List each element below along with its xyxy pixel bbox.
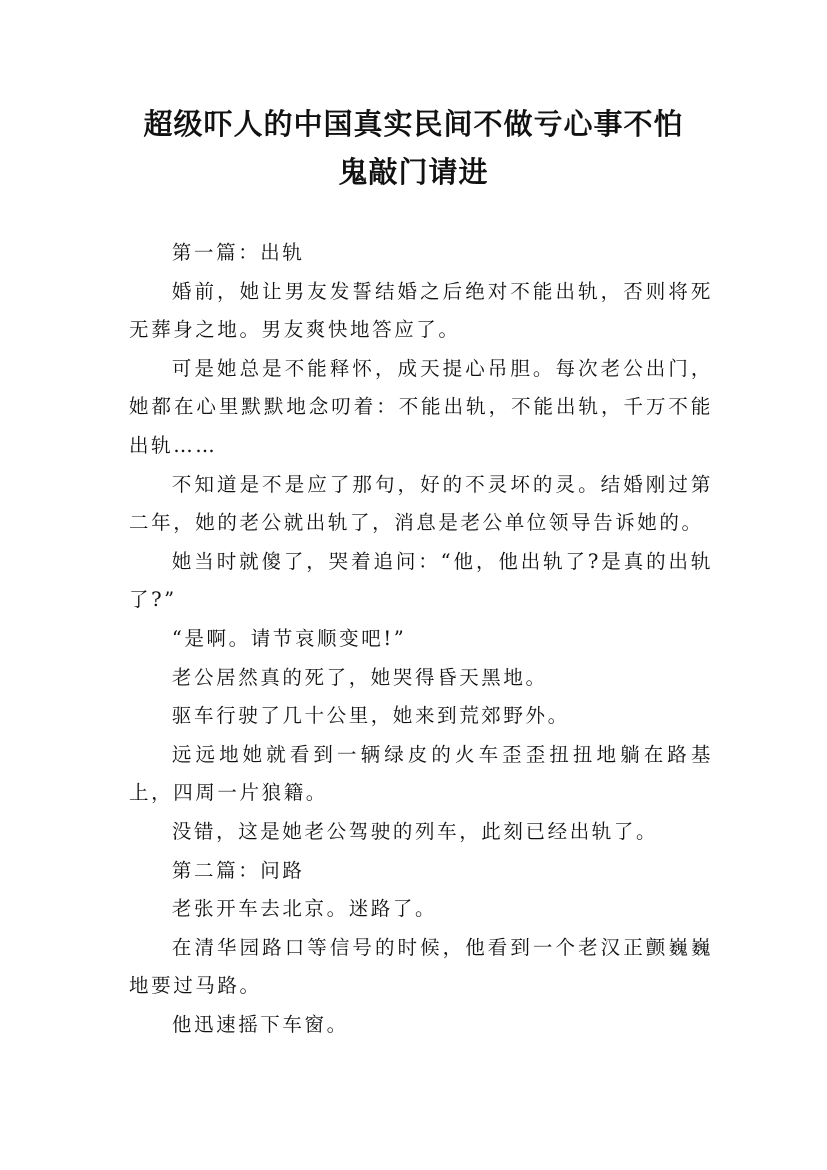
paragraph: 远远地她就看到一辆绿皮的火车歪歪扭扭地躺在路基上，四周一片狼籍。 (129, 742, 713, 805)
paragraph: 不知道是不是应了那句，好的不灵坏的灵。结婚刚过第二年，她的老公就出轨了，消息是老公单位领导告诉她的。 (129, 472, 713, 535)
title-line-2: 鬼敲门请进 (338, 155, 489, 189)
paragraph: 婚前，她让男友发誓结婚之后绝对不能出轨，否则将死无葬身之地。男友爽快地答应了。 (129, 279, 713, 342)
paragraph: 在清华园路口等信号的时候，他看到一个老汉正颤巍巍地要过马路。 (129, 935, 713, 998)
document-body (129, 234, 713, 1044)
paragraph: 老张开车去北京。迷路了。 (171, 897, 438, 921)
paragraph: 他迅速摇下车窗。 (171, 1012, 349, 1036)
section-heading: 第二篇：问路 (171, 858, 305, 882)
paragraph: 驱车行驶了几十公里，她来到荒郊野外。 (171, 704, 570, 728)
paragraph: “是啊。请节哀顺变吧!” (171, 626, 407, 650)
paragraph: 可是她总是不能释怀，成天提心吊胆。每次老公出门，她都在心里默默地念叨着：不能出轨，不能出轨，千万不能出轨…… (129, 356, 713, 457)
title-line-1: 超级吓人的中国真实民间不做亏心事不怕 (143, 107, 684, 141)
document-title (110, 100, 717, 196)
paragraph: 她当时就傻了，哭着追问：“他，他出轨了?是真的出轨了?” (129, 549, 713, 612)
section-heading: 第一篇：出轨 (171, 241, 305, 264)
paragraph: 老公居然真的死了，她哭得昏天黑地。 (171, 665, 548, 689)
paragraph: 没错，这是她老公驾驶的列车，此刻已经出轨了。 (171, 819, 659, 843)
